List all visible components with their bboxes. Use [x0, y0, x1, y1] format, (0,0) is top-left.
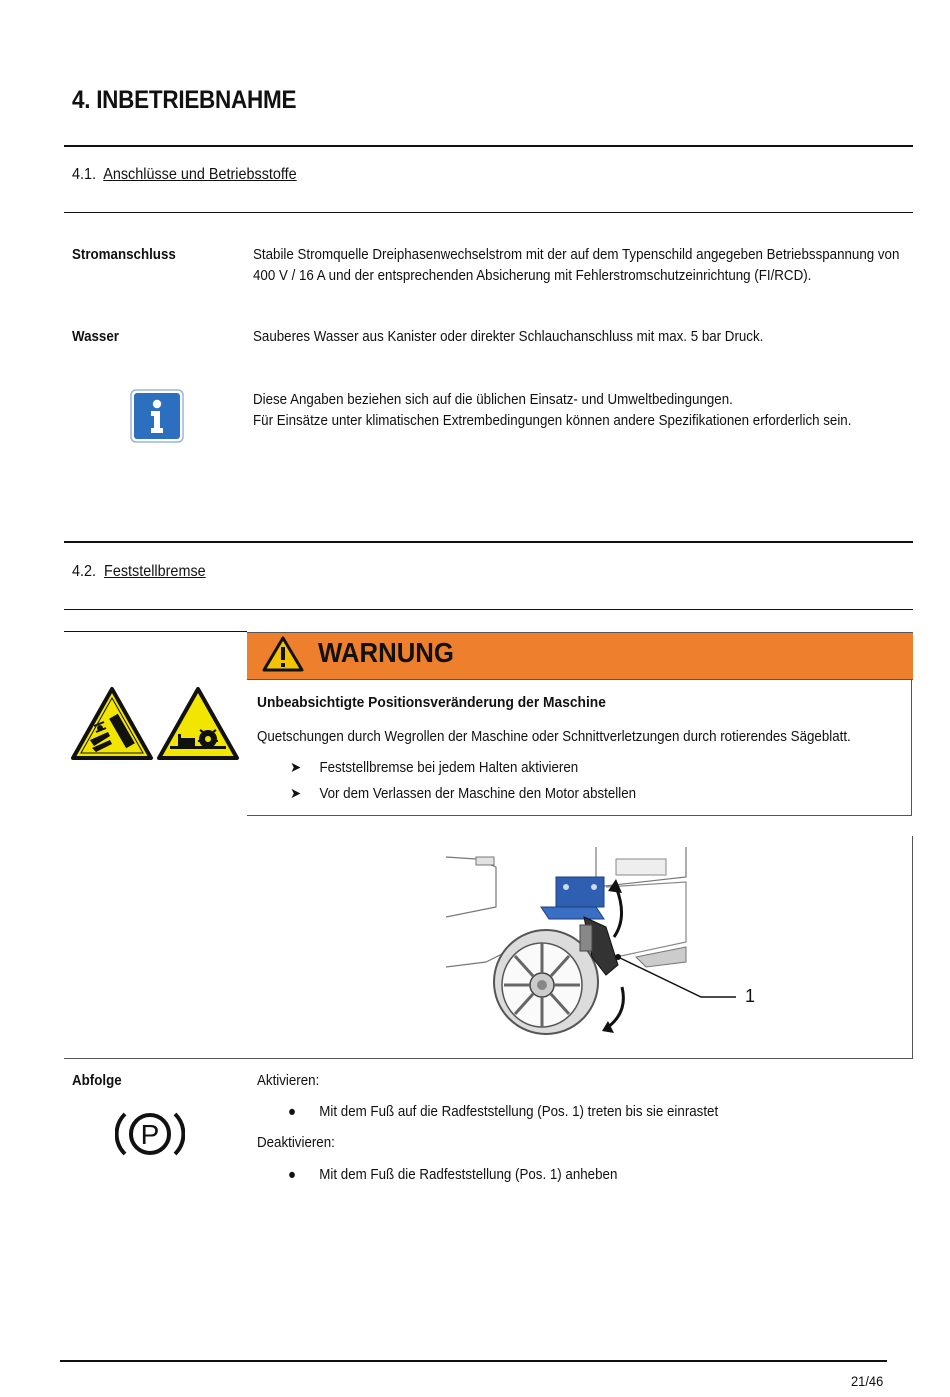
warning-text: Quetschungen durch Wegrollen der Maschine oder Schnittverletzungen durch rotierendes Sägeblatt.: [257, 729, 851, 745]
figure-bottom-rule: [64, 1058, 913, 1059]
sequence-label: Abfolge: [72, 1073, 122, 1089]
arrow-bullet-icon: ➤: [290, 786, 302, 802]
page-number: 21/46: [851, 1373, 884, 1389]
bullet-icon: ●: [288, 1104, 297, 1120]
row-label-wasser: Wasser: [72, 329, 119, 345]
deactivate-item: ● Mit dem Fuß die Radfeststellung (Pos. 1) anheben: [288, 1167, 618, 1183]
warning-subtitle: Unbeabsichtigte Positionsveränderung der Maschine: [257, 694, 606, 711]
page-title: 4. INBETRIEBNAHME: [72, 86, 297, 114]
warning-list: [290, 758, 637, 810]
figure-right-border: [912, 836, 913, 1059]
bullet-icon: ●: [288, 1167, 297, 1183]
text-line: Sauberes Wasser aus Kanister oder direkter Schlauchanschluss mit max. 5 bar Druck.: [253, 329, 764, 345]
text-line: 400 V / 16 A und der entsprechenden Absicherung mit Fehlerstromschutzeinrichtung (FI/RCD).: [253, 268, 812, 284]
section-title: Anschlüsse und Betriebsstoffe: [103, 166, 297, 183]
section-title: Feststellbremse: [104, 563, 206, 580]
text-line: Diese Angaben beziehen sich auf die üblichen Einsatz- und Umweltbedingungen.: [253, 392, 733, 408]
section-divider: [64, 212, 913, 213]
section-divider: [64, 609, 913, 610]
warning-triangle-icon: [262, 636, 304, 672]
activate-item: ● Mit dem Fuß auf die Radfeststellung (Pos. 1) treten bis sie einrastet: [288, 1104, 719, 1120]
parking-brake-icon: [115, 1106, 185, 1162]
row-label-stromanschluss: Stromanschluss: [72, 247, 176, 263]
warning-heading: WARNUNG: [318, 637, 454, 668]
footer-rule: [60, 1360, 887, 1362]
figure-callout-label: 1: [745, 986, 756, 1006]
info-text: [253, 390, 851, 432]
row-text-wasser: [253, 327, 763, 348]
warning-top-rule: [64, 631, 247, 632]
text-line: Stabile Stromquelle Dreiphasenwechselstrom mit der auf dem Typenschild angegeben Betriebsspannung von: [253, 247, 900, 263]
section-number: 4.1.: [72, 166, 97, 183]
row-text-stromanschluss: [253, 245, 899, 287]
saw-blade-hazard-icon: [156, 686, 240, 762]
info-icon: [130, 389, 184, 443]
section-divider: [64, 541, 913, 543]
section-heading-4-1: [72, 166, 297, 184]
activate-label: Aktivieren:: [257, 1073, 320, 1089]
svg-text:P: P: [140, 1119, 160, 1150]
brake-figure: [446, 847, 766, 1037]
crush-hazard-icon: [70, 686, 154, 762]
title-divider: [64, 145, 913, 147]
deactivate-label: Deaktivieren:: [257, 1135, 335, 1151]
section-number: 4.2.: [72, 563, 97, 580]
list-item: ➤ Vor dem Verlassen der Maschine den Motor abstellen: [290, 786, 637, 802]
text-line: Für Einsätze unter klimatischen Extrembedingungen können andere Spezifikationen erforderlich sein.: [253, 413, 852, 429]
section-heading-4-2: [72, 563, 206, 581]
arrow-bullet-icon: ➤: [290, 760, 302, 776]
list-item: ➤ Feststellbremse bei jedem Halten aktivieren: [290, 760, 579, 776]
